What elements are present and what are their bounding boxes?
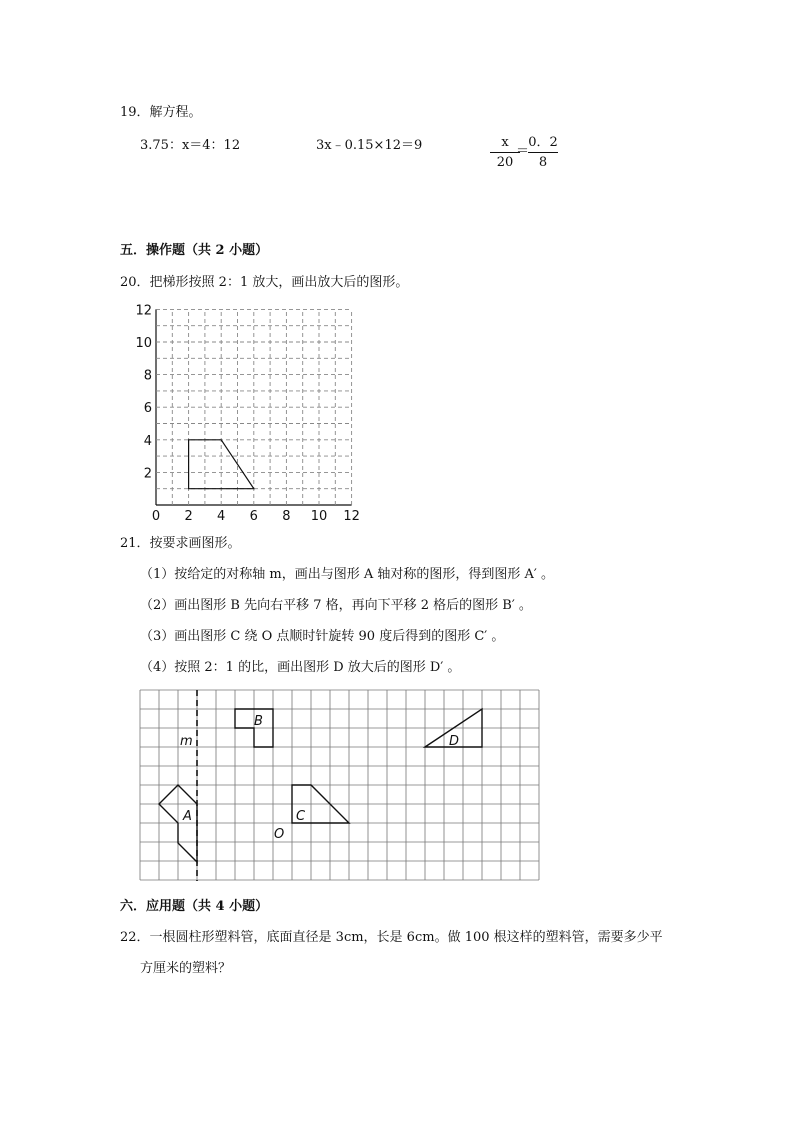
label-c: C	[296, 809, 306, 824]
section-6-title: 六．应用题（共 4 小题）	[120, 899, 269, 914]
y-tick-label: 10	[135, 336, 152, 351]
label-b: B	[254, 714, 263, 729]
q21-item-2: （2）画出图形 B 先向右平移 7 格，再向下平移 2 格后的图形 B′ 。	[140, 598, 532, 613]
q21-item-3: （3）画出图形 C 绕 O 点顺时针旋转 90 度后得到的图形 C′ 。	[140, 629, 505, 644]
q21-item-4: （4）按照 2：1 的比，画出图形 D 放大后的图形 D′ 。	[140, 660, 461, 675]
y-tick-label: 2	[143, 466, 152, 482]
label-m: m	[180, 734, 193, 749]
shape-a	[159, 785, 197, 862]
label-a: A	[183, 809, 192, 824]
fraction-right-denominator: 8	[538, 155, 548, 170]
x-tick-label: 2	[184, 509, 193, 524]
q19-equation-2: 3x﹣0.15×12＝9	[316, 138, 423, 153]
q20-y-tick-labels	[135, 303, 152, 481]
y-tick-label: 4	[143, 433, 152, 449]
x-tick-label: 8	[282, 509, 291, 524]
q22-line-2: 方厘米的塑料？	[140, 961, 232, 976]
fraction-equals: ＝	[516, 144, 530, 159]
shape-b	[235, 709, 273, 747]
shape-c	[292, 785, 349, 823]
q20-x-tick-labels	[152, 509, 360, 524]
q21-grid-lines	[140, 690, 539, 880]
q19-equation-1: 3.75：x＝4：12	[140, 138, 241, 153]
fraction-left-numerator: x	[490, 136, 520, 153]
x-tick-label: 4	[217, 509, 226, 524]
y-tick-label: 8	[143, 368, 152, 384]
shape-d	[425, 709, 482, 747]
fraction-right	[528, 136, 558, 169]
y-tick-label: 6	[143, 401, 152, 417]
x-tick-label: 12	[343, 509, 360, 524]
label-o: O	[274, 827, 285, 842]
q20-trapezoid	[189, 440, 254, 489]
q19-title: 19．解方程。	[120, 105, 202, 120]
x-tick-label: 0	[151, 509, 161, 524]
q22-line-1: 22．一根圆柱形塑料管，底面直径是 3cm，长是 6cm。做 100 根这样的塑料管，需要多少平	[120, 930, 663, 945]
x-tick-label: 10	[310, 509, 328, 524]
fraction-left-denominator: 20	[496, 155, 514, 170]
q21-item-1: （1）按给定的对称轴 m，画出与图形 A 轴对称的图形，得到图形 A′ 。	[140, 567, 554, 582]
x-tick-label: 6	[249, 509, 258, 524]
fraction-right-numerator: 0．2	[528, 136, 558, 153]
section-5-title: 五．操作题（共 2 小题）	[120, 243, 269, 258]
q21-title: 21．按要求画图形。	[120, 536, 241, 551]
q20-title: 20．把梯形按照 2：1 放大，画出放大后的图形。	[120, 275, 409, 290]
q20-grid-lines	[156, 309, 352, 505]
label-d: D	[449, 734, 460, 749]
y-tick-label: 12	[135, 303, 152, 319]
